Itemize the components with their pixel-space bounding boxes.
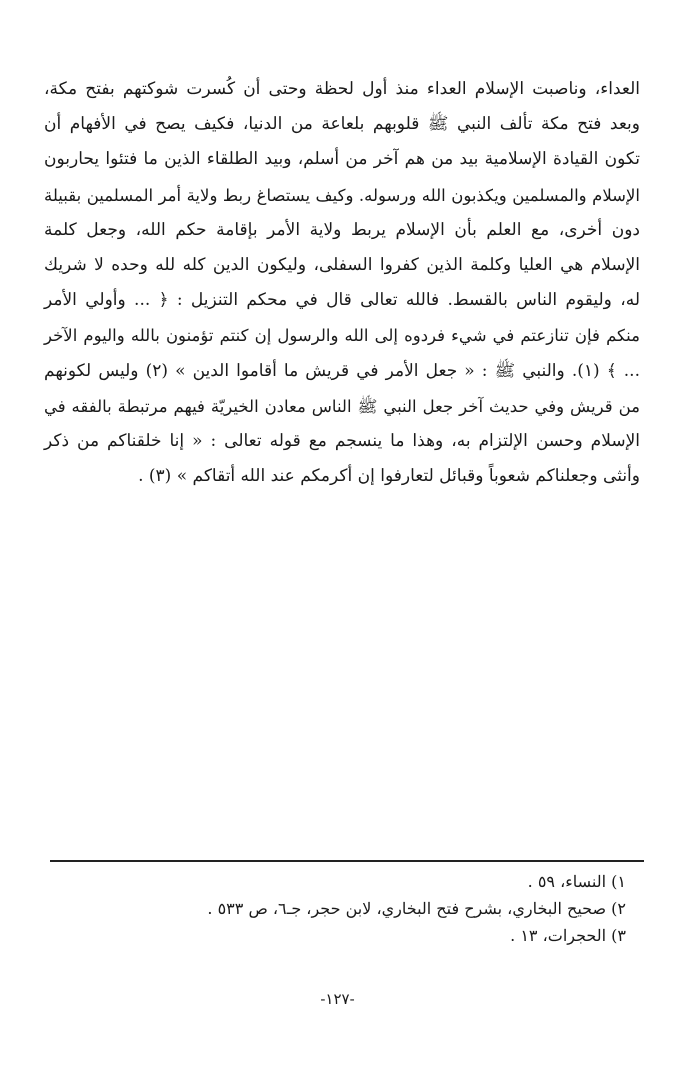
text-line: منكم فإن تنازعتم في شيء فردوه إلى الله والرسول إن كنتم تؤمنون بالله واليوم الآخر <box>44 326 640 346</box>
text-line: تكون القيادة الإسلامية بيد من هم آخر من أسلم، وبيد الطلقاء الذين ما فتئوا يحاربون <box>44 149 640 170</box>
footnotes <box>50 868 626 949</box>
page-number: -١٢٧- <box>320 990 355 1008</box>
text-line: الإسلام هي العليا وكلمة الذين كفروا السفلى، وليكون الدين كله لله وحده لا شريك <box>44 254 640 275</box>
text-line: العداء، وناصبت الإسلام العداء منذ أول لحظة وحتى أن كُسرت شوكتهم بفتح مكة، <box>44 79 640 99</box>
footnote: ٢) صحيح البخاري، بشرح فتح البخاري، لابن حجر، جـ٦، ص ٥٣٣ . <box>207 899 626 918</box>
text-line: الإسلام وحسن الإلتزام به، وهذا ما ينسجم مع قوله تعالى : « إنا خلقناكم من ذكر <box>44 430 640 451</box>
text-line: دون أخرى، مع العلم بأن الإسلام يربط ولاية الأمر بإقامة حكم الله، وجعل كلمة <box>44 219 640 240</box>
body-paragraph <box>44 72 640 494</box>
text-line: له، وليقوم الناس بالقسط. فالله تعالى قال في محكم التنزيل : ﴿ ... وأولي الأمر <box>44 290 640 311</box>
text-line: من قريش وفي حديث آخر جعل النبي ﷺ الناس معادن الخيريّة فيهم مرتبطة بالفقه في <box>44 396 640 416</box>
text-line: وبعد فتح مكة تألف النبي ﷺ قلوبهم بلعاعة من الدنيا، فكيف يصح في الأفهام أن <box>44 114 640 135</box>
footnote: ١) النساء، ٥٩ . <box>527 872 626 891</box>
footnote: ٣) الحجرات، ١٣ . <box>510 926 626 945</box>
footnote-divider <box>50 860 644 862</box>
text-line: الإسلام والمسلمين ويكذبون الله ورسوله. وكيف يستصاغ ربط ولاية أمر المسلمين بقبيلة <box>44 185 640 205</box>
text-line: وأنثى وجعلناكم شعوباً وقبائل لتعارفوا إن أكرمكم عند الله أتقاكم » (٣) . <box>138 466 640 487</box>
text-line: ... ﴾ (١). والنبي ﷺ : « جعل الأمر في قريش ما أقاموا الدين » (٢) وليس لكونهم <box>44 360 640 381</box>
